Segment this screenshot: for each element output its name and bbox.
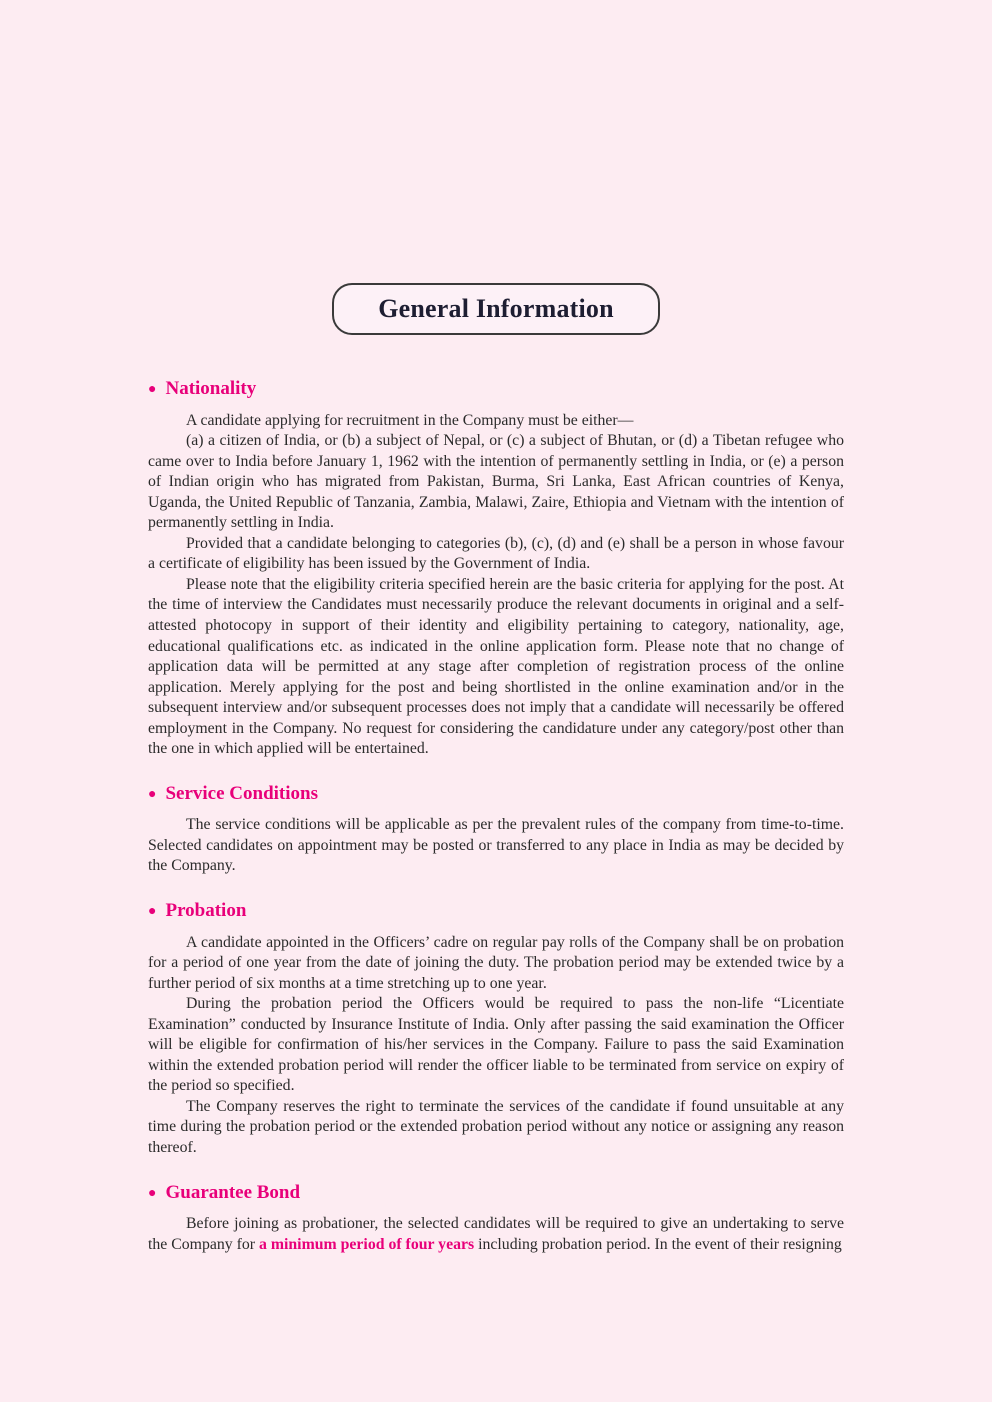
section-probation <box>148 899 844 1159</box>
section-heading-label: Service Conditions <box>165 782 318 804</box>
paragraph <box>148 534 844 575</box>
paragraph-text: Please note that the eligibility criteria specified herein are the basic criteria for applying for the post. At the time of interview the Candidates must necessarily produce the relevant documents in original and a self-attested photocopy in support of their identity and eligibility pertaining to category, nationality, age, educational qualifications etc. as indicated in the online application form. Please note that no change of application data will be permitted at any stage after completion of registration process of the online application. Merely applying for the post and being shortlisted in the online examination and/or in the subsequent interview and/or subsequent processes does not imply that a candidate will necessarily be offered employment in the Company. No request for considering the candidature under any category/post other than the one in which applied will be entertained. <box>148 575 844 758</box>
paragraph <box>148 933 844 995</box>
paragraph <box>148 815 844 877</box>
paragraph <box>148 411 844 432</box>
section-heading-label: Probation <box>165 900 247 921</box>
paragraph <box>148 994 844 1097</box>
section-heading-label: Guarantee Bond <box>165 1181 301 1203</box>
paragraph <box>148 1097 844 1159</box>
paragraph-text: The service conditions will be applicable as per the prevalent rules of the company from time-to-time. Selected candidates on appointment may be posted or transferred to any place in India as may be decided by the Company. <box>148 816 844 875</box>
bullet-icon: ● <box>148 786 157 802</box>
section-heading <box>148 1181 844 1206</box>
paragraph-text: During the probation period the Officers would be required to pass the non-life “Licentiate Examination” conducted by Insurance Institute of India. Only after passing the said examination the Officer will be eligible for confirmation of his/her services in the Company. Failure to pass the said Examination within the extended probation period will render the officer liable to be terminated from service on expiry of the period so specified. <box>148 995 844 1095</box>
paragraph-text: A candidate applying for recruitment in the Company must be either— <box>186 411 634 429</box>
document-content <box>148 377 844 1255</box>
paragraph <box>148 1214 844 1255</box>
paragraph <box>148 575 844 760</box>
paragraph <box>148 431 844 534</box>
section-heading <box>148 899 844 924</box>
section-nationality <box>148 377 844 760</box>
paragraph-text: Provided that a candidate belonging to categories (b), (c), (d) and (e) shall be a person in whose favour a certificate of eligibility has been issued by the Government of India. <box>148 534 844 573</box>
page-title: General Information <box>378 294 614 323</box>
highlighted-phrase: a minimum period of four years <box>259 1235 475 1253</box>
paragraph-text: The Company reserves the right to terminate the services of the candidate if found unsuitable at any time during the probation period or the extended probation period without any notice or assigning any reason thereof. <box>148 1097 844 1156</box>
paragraph-text: (a) a citizen of India, or (b) a subject of Nepal, or (c) a subject of Bhutan, or (d) a Tibetan refugee who came over to India before January 1, 1962 with the intention of permanently settling in India, or (e) a person of Indian origin who has migrated from Pakistan, Burma, Sri Lanka, East African countries of Kenya, Uganda, the United Republic of Tanzania, Zambia, Malawi, Zaire, Ethiopia and Vietnam with the intention of permanently settling in India. <box>148 432 844 532</box>
title-row <box>0 283 992 335</box>
bullet-icon: ● <box>148 904 157 919</box>
page-title-box <box>332 283 660 335</box>
bullet-icon: ● <box>148 382 157 397</box>
section-heading-label: Nationality <box>165 378 257 399</box>
section-heading <box>148 377 844 402</box>
bullet-icon: ● <box>148 1185 157 1201</box>
paragraph-text: Before joining as probationer, the selected candidates will be required to give an undertaking to serve the Company for <box>148 1215 844 1253</box>
section-guarantee-bond <box>148 1181 844 1256</box>
paragraph-text: including probation period. In the event of their resigning <box>474 1235 842 1253</box>
section-service-conditions <box>148 782 844 877</box>
section-heading <box>148 782 844 807</box>
paragraph-text: A candidate appointed in the Officers’ cadre on regular pay rolls of the Company shall be on probation for a period of one year from the date of joining the duty. The probation period may be extended twice by a further period of six months at a time stretching up to one year. <box>148 933 844 992</box>
